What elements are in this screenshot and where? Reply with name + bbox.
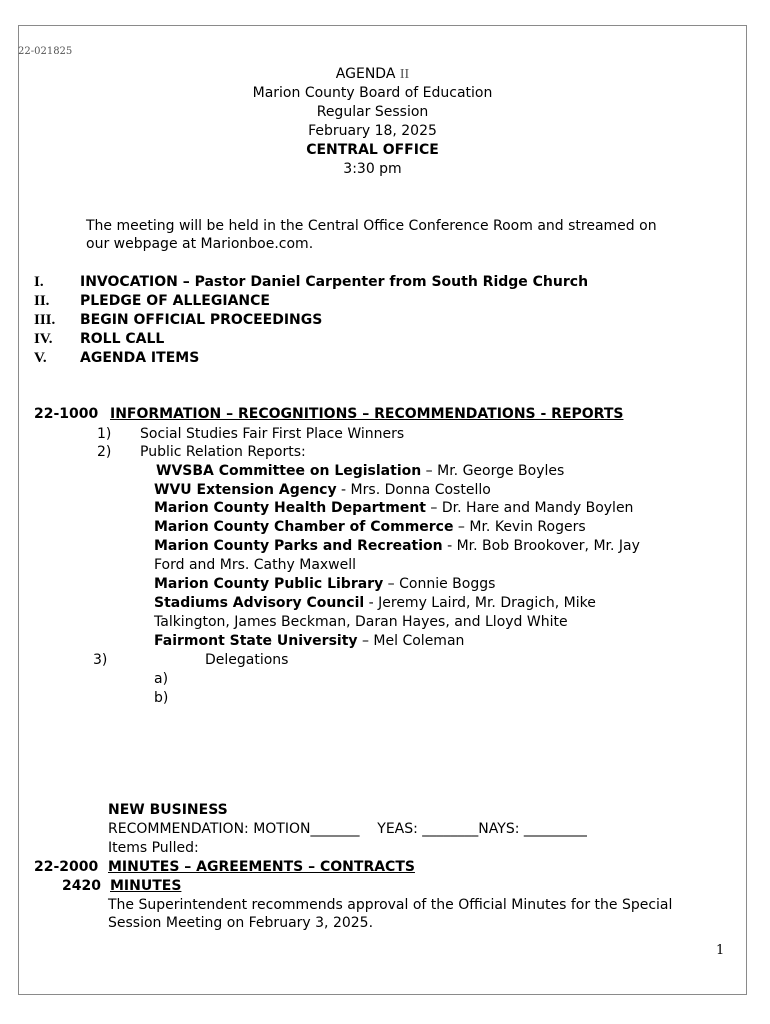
- item-1-text: Social Studies Fair First Place Winners: [140, 426, 405, 442]
- report-contact: – Connie Boggs: [383, 576, 496, 592]
- section-invocation: INVOCATION – Pastor Daniel Carpenter from South Ridge Church: [80, 274, 589, 290]
- report-public-library: [154, 575, 495, 594]
- report-contact: - Mrs. Donna Costello: [336, 482, 491, 498]
- intro-line-1: The meeting will be held in the Central Office Conference Room and streamed on: [86, 218, 657, 234]
- report-wvsba: [156, 462, 564, 481]
- meeting-date: February 18, 2025: [308, 123, 437, 139]
- report-contact: - Mr. Bob Brookover, Mr. Jay: [442, 538, 640, 554]
- minutes-text-line-2: Session Meeting on February 3, 2025.: [108, 915, 374, 931]
- report-contact: – Mel Coleman: [357, 633, 465, 649]
- report-org: Fairmont State University: [154, 633, 358, 649]
- report-wvu-extension: [154, 481, 491, 500]
- delegation-a: a): [154, 671, 169, 687]
- report-contact: – Mr. George Boyles: [421, 463, 565, 479]
- section-number-5: V.: [34, 350, 47, 366]
- section-number-3: III.: [34, 312, 56, 328]
- intro-line-2: our webpage at Marionboe.com.: [86, 236, 314, 252]
- report-stadiums-council: [154, 594, 596, 613]
- report-org: Marion County Public Library: [154, 576, 384, 592]
- new-business-title: NEW BUSINESS: [108, 802, 228, 818]
- report-contact: - Jeremy Laird, Mr. Dragich, Mike: [364, 595, 596, 611]
- item-2-text: Public Relation Reports:: [140, 444, 306, 460]
- report-contact: – Dr. Hare and Mandy Boylen: [425, 500, 634, 516]
- report-org: Stadiums Advisory Council: [154, 595, 365, 611]
- minutes-section-code: 22-2000: [34, 859, 99, 875]
- report-org: Marion County Parks and Recreation: [154, 538, 443, 554]
- section-number-2: II.: [34, 293, 50, 309]
- report-contact: – Mr. Kevin Rogers: [453, 519, 586, 535]
- minutes-subsection-code: 2420: [62, 878, 101, 894]
- meeting-location: CENTRAL OFFICE: [306, 142, 439, 158]
- report-org: Marion County Chamber of Commerce: [154, 519, 454, 535]
- report-org: WVU Extension Agency: [154, 482, 337, 498]
- item-2-number: 2): [97, 444, 112, 460]
- document-id: 22-021825: [18, 46, 73, 57]
- report-parks-recreation-continued: Ford and Mrs. Cathy Maxwell: [154, 557, 357, 573]
- board-name: Marion County Board of Education: [252, 85, 493, 101]
- report-health-department: [154, 499, 633, 518]
- section-pledge: PLEDGE OF ALLEGIANCE: [80, 293, 270, 309]
- page-number: 1: [716, 943, 725, 958]
- meeting-time: 3:30 pm: [343, 161, 402, 177]
- item-1-number: 1): [97, 426, 112, 442]
- report-parks-recreation: [154, 537, 640, 556]
- minutes-subsection-title: MINUTES: [110, 878, 182, 894]
- report-org: WVSBA Committee on Legislation: [156, 463, 422, 479]
- agenda-word: AGENDA: [335, 66, 396, 82]
- section-number-1: I.: [34, 274, 44, 290]
- agenda-title: [0, 65, 745, 84]
- session-type: Regular Session: [316, 104, 429, 120]
- report-chamber-of-commerce: [154, 518, 586, 537]
- delegation-b: b): [154, 690, 169, 706]
- minutes-section-title: MINUTES – AGREEMENTS – CONTRACTS: [108, 859, 415, 875]
- items-pulled: Items Pulled:: [108, 840, 199, 856]
- report-org: Marion County Health Department: [154, 500, 426, 516]
- section-agenda-items: AGENDA ITEMS: [80, 350, 200, 366]
- item-3-text: Delegations: [205, 652, 289, 668]
- section-roll-call: ROLL CALL: [80, 331, 165, 347]
- section-proceedings: BEGIN OFFICIAL PROCEEDINGS: [80, 312, 323, 328]
- agenda-numeral: II: [399, 67, 410, 82]
- motion-line: RECOMMENDATION: MOTION_______ YEAS: ________NAYS: _________: [108, 821, 587, 837]
- item-3-number: 3): [93, 652, 108, 668]
- minutes-text-line-1: The Superintendent recommends approval of the Official Minutes for the Special: [108, 897, 673, 913]
- info-heading-code: 22-1000: [34, 406, 99, 422]
- report-stadiums-council-continued: Talkington, James Beckman, Daran Hayes, and Lloyd White: [154, 614, 568, 630]
- info-heading-title: INFORMATION – RECOGNITIONS – RECOMMENDATIONS - REPORTS: [110, 406, 624, 422]
- report-fairmont-state: [154, 632, 464, 651]
- section-number-4: IV.: [34, 331, 53, 347]
